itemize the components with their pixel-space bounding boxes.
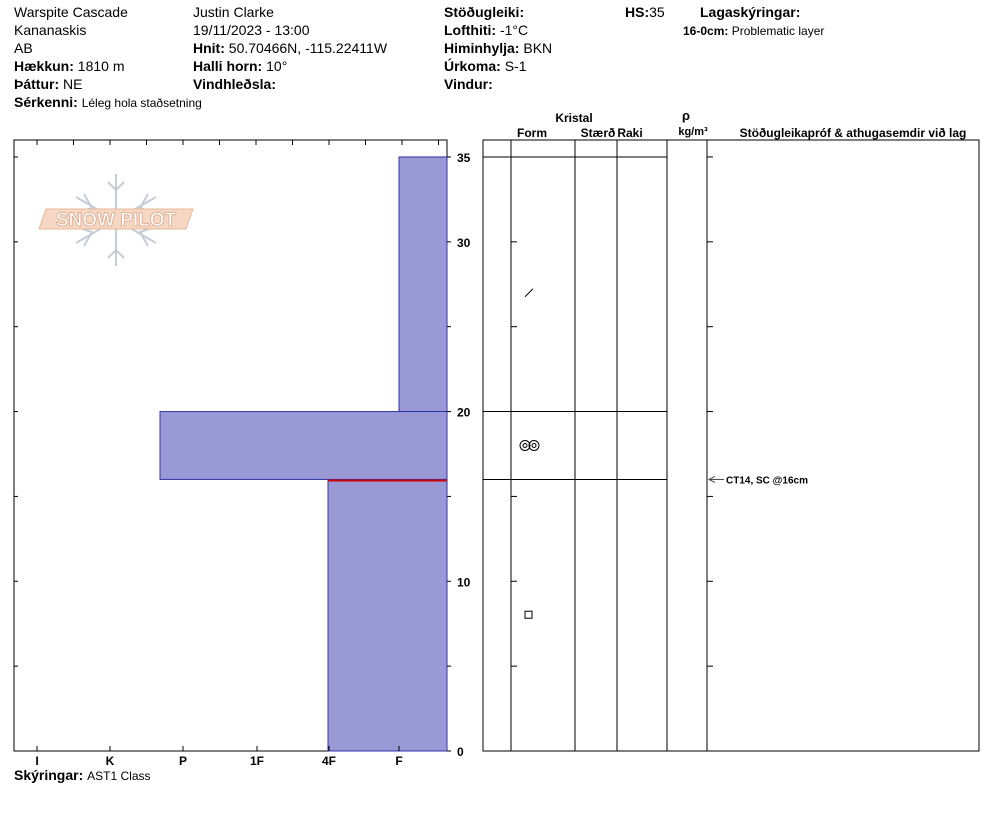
faceted-symbol-icon	[525, 611, 532, 618]
hardness-bar-1	[160, 412, 447, 480]
hardness-label-P: P	[178, 754, 188, 768]
logo-text: SNOW PILOT	[55, 210, 177, 231]
sky-label: Himinhylja:	[444, 40, 520, 56]
stability-label: Stöðugleiki:	[444, 4, 525, 20]
hs-label: HS:	[625, 4, 650, 20]
elevation-value: 1810 m	[77, 58, 125, 74]
wind-label: Vindur:	[444, 76, 493, 92]
table-column-dividers	[511, 140, 707, 751]
depth-hoar-dot-right	[532, 444, 536, 448]
legend-row	[14, 766, 151, 785]
rho-header: ρ	[681, 108, 691, 123]
slope-label: Halli horn:	[193, 58, 263, 74]
layer-table-frame	[483, 140, 979, 751]
air-temp-value: -1°C	[499, 22, 529, 38]
hardness-label-K: K	[105, 754, 115, 768]
observer-name: Justin Clarke	[193, 4, 274, 20]
depth-label-30: 30	[457, 235, 471, 250]
snowpilot-logo	[39, 174, 193, 266]
depth-label-35: 35	[457, 150, 471, 165]
form-header: Form	[517, 126, 547, 140]
observation-datetime: 19/11/2023 - 13:00	[193, 22, 310, 38]
hardness-label-4F: 4F	[321, 754, 337, 768]
layer-notes-label: Lagaskýringar:	[700, 4, 801, 20]
hardness-bar-0	[399, 157, 447, 412]
wind-loading-label: Vindhleðsla:	[193, 76, 276, 92]
tests-header: Stöðugleikapróf & athugasemdir við lag	[739, 126, 967, 140]
legend-value: AST1 Class	[87, 769, 151, 783]
hardness-bar-2	[328, 479, 447, 751]
hardness-label-1F: 1F	[249, 754, 265, 768]
moisture-header: Raki	[617, 126, 643, 140]
elevation-label: Hækkun:	[14, 58, 74, 74]
specifics-label: Sérkenni:	[14, 94, 78, 110]
coords-label: Hnit:	[193, 40, 225, 56]
crystal-form-symbols	[520, 289, 539, 618]
legend-label: Skýringar:	[14, 767, 84, 783]
depth-axis-labels	[457, 151, 471, 759]
depth-hoar-symbol-icon	[520, 441, 539, 451]
table-depth-ticks	[511, 157, 713, 751]
air-temp-label: Lofthiti:	[444, 22, 497, 38]
region-name: Kananaskis	[14, 22, 87, 38]
decomposing-symbol-icon	[525, 289, 533, 297]
precip-value: S-1	[504, 58, 527, 74]
stability-test-annotations	[709, 475, 808, 486]
hardness-bars	[160, 157, 447, 751]
aspect-label: Þáttur:	[14, 76, 60, 92]
layer-note-depth: 16-0cm:	[683, 24, 729, 38]
precip-label: Úrkoma:	[444, 58, 501, 74]
hs-value: 35	[649, 4, 665, 20]
layer-note-text: Problematic layer	[731, 24, 825, 38]
depth-label-20: 20	[457, 405, 471, 420]
hardness-label-F: F	[395, 754, 403, 768]
depth-label-0: 0	[457, 745, 464, 759]
slope-value: 10°	[266, 58, 288, 74]
crystal-header: Kristal	[555, 111, 593, 125]
depth-hoar-dot-left	[523, 444, 527, 448]
density-unit-header: kg/m³	[678, 126, 708, 138]
depth-label-10: 10	[457, 575, 471, 590]
size-header: Stærð	[580, 126, 616, 140]
specifics-value: Léleg hola staðsetning	[81, 96, 202, 110]
province-name: AB	[14, 40, 33, 56]
aspect-value: NE	[63, 76, 83, 92]
sky-value: BKN	[523, 40, 553, 56]
location-name: Warspite Cascade	[14, 4, 128, 20]
coords-value: 50.70466N, -115.22411W	[228, 40, 388, 56]
test-label-0: CT14, SC @16cm	[726, 475, 809, 487]
hardness-label-I: I	[35, 754, 39, 768]
